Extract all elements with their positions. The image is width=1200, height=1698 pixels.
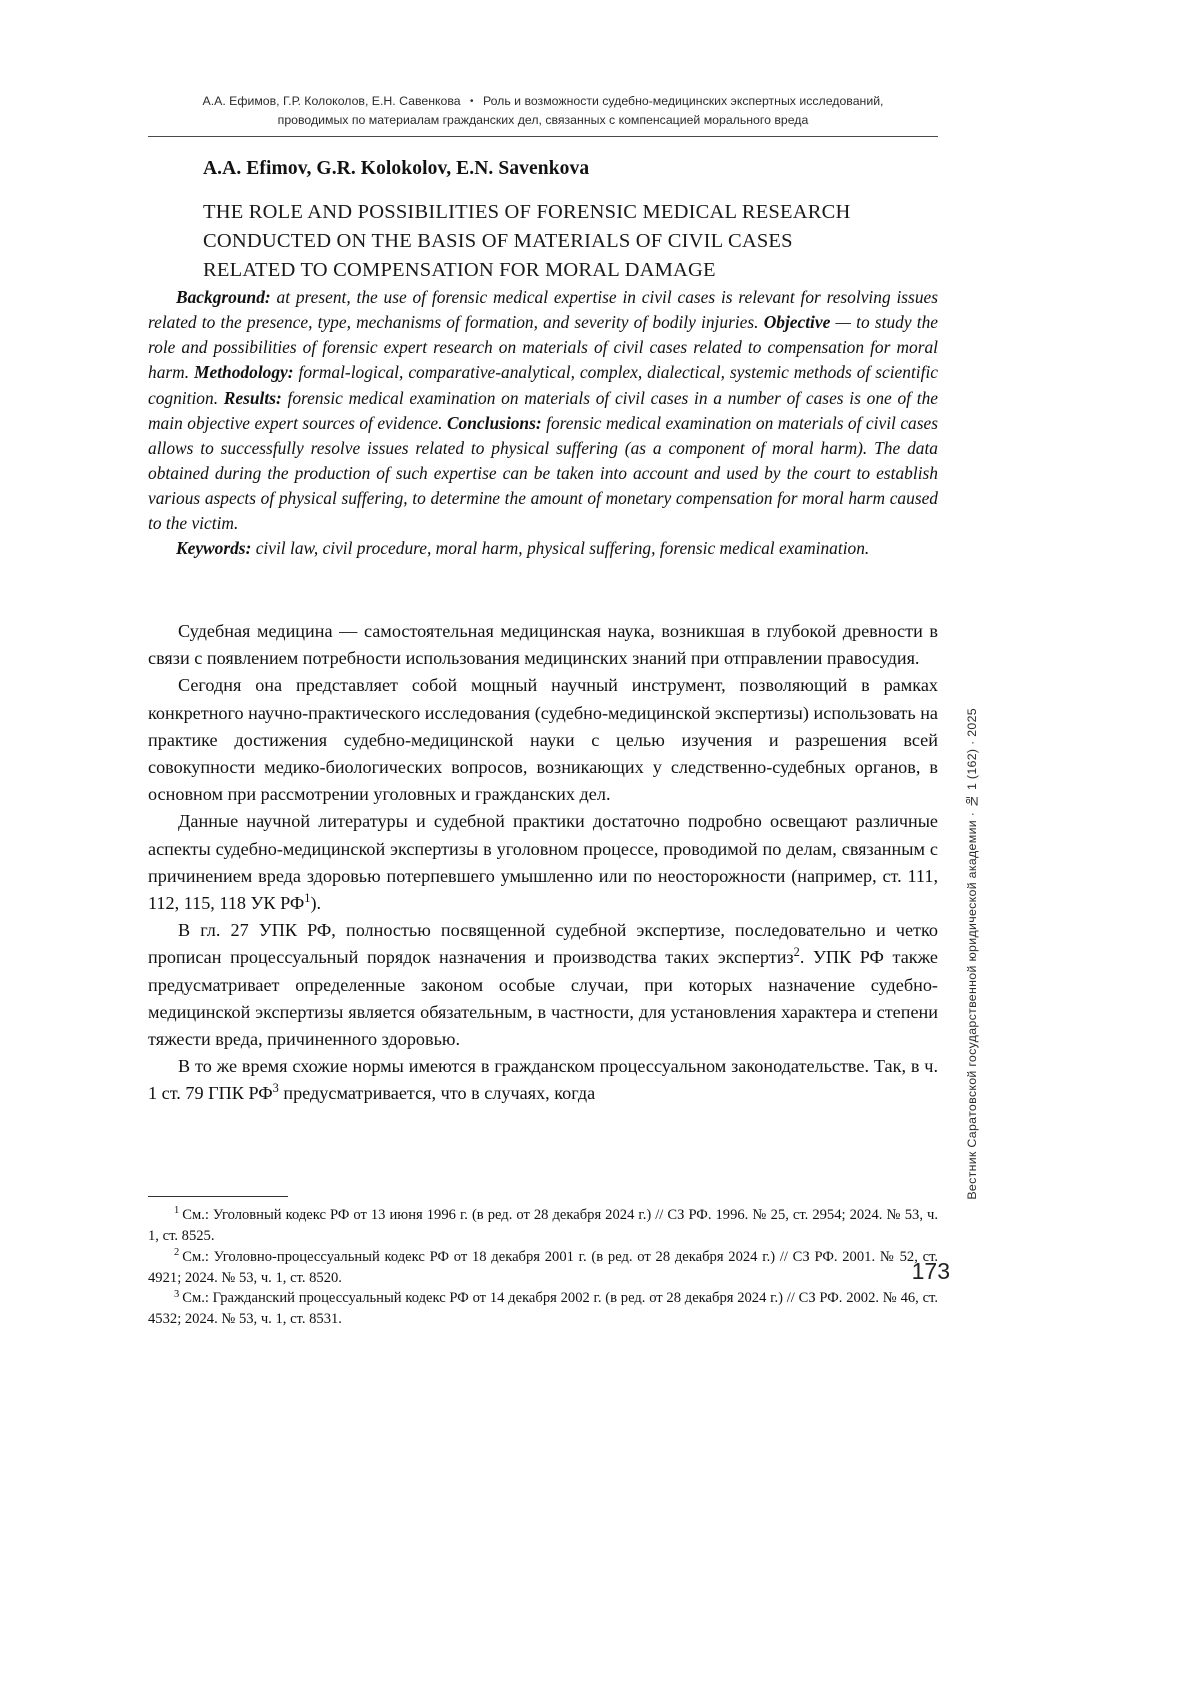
body-paragraph-3-b: ). xyxy=(310,893,322,914)
footnotes xyxy=(148,1205,938,1330)
body-paragraph-5 xyxy=(148,1053,938,1107)
abstract-keywords xyxy=(148,536,938,561)
abstract-results-text: forensic medical examination on materials of civil cases in a number of cases is one of the main objective expert sources of evidence. xyxy=(148,387,938,433)
abstract xyxy=(148,285,938,562)
abstract-conclusions-text: forensic medical examination on materials of civil cases allows to successfully resolve issues related to physical suffering (as a component of moral harm). The data obtained during the production of such expertise can be taken into account and used by the court to establish various aspects of physical suffering, to determine the amount of monetary compensation for moral harm caused to the victim. xyxy=(148,412,938,534)
footnote-1 xyxy=(148,1205,938,1247)
body-paragraph-1: Судебная медицина — самостоятельная медицинская наука, возникшая в глубокой древности в связи с появлением потребности использования медицинских знаний при отправлении правосудия. xyxy=(148,621,938,669)
footnote-2-text: См.: Уголовно-процессуальный кодекс РФ от 18 декабря 2001 г. (в ред. от 28 декабря 2024 г.) // СЗ РФ. 2001. № 52, ст. 4921; 2024. № 53, ч. 1, ст. 8520. xyxy=(148,1248,938,1286)
body-paragraph-5-b: предусматривается, что в случаях, когда xyxy=(278,1083,596,1104)
article-authors: A.A. Efimov, G.R. Kolokolov, E.N. Savenkova xyxy=(203,158,590,179)
keywords-label: Keywords: xyxy=(176,538,252,559)
body-paragraph-4-a: В гл. 27 УПК РФ, полностью посвященной судебной экспертизе, последовательно и четко прописан процессуальный порядок назначения и производства таких экспертиз xyxy=(148,920,938,968)
article-title-line3: RELATED TO COMPENSATION FOR MORAL DAMAGE xyxy=(203,259,716,282)
running-head xyxy=(148,92,938,130)
abstract-paragraph xyxy=(148,285,938,536)
keywords-text: civil law, civil procedure, moral harm, physical suffering, forensic medical examination. xyxy=(251,538,870,559)
running-head-title-line1: Роль и возможности судебно-медицинских экспертных исследований, xyxy=(482,94,884,108)
running-head-divider xyxy=(148,136,938,137)
footnote-1-text: См.: Уголовный кодекс РФ от 13 июня 1996 г. (в ред. от 28 декабря 2024 г.) // СЗ РФ. 1996. № 25, ст. 2954; 2024. № 53, ч. 1, ст. 8525. xyxy=(148,1207,938,1244)
article-body xyxy=(148,618,938,1108)
body-paragraph-2: Сегодня она представляет собой мощный научный инструмент, позволяющий в рамках конкретного научно-практического исследования (судебно-медицинской экспертизы) использовать на практике достижения судебно-медицинской науки с целью изучения и разрешения всей совокупности медико-биологических вопросов, возникающих у следственно-судебных органов, в основном при рассмотрении уголовных и гражданских дел. xyxy=(148,675,938,805)
running-head-separator: • xyxy=(470,96,474,107)
journal-side-text: Вестник Саратовской государственной юридической академии · № 1 (162) · 2025 xyxy=(965,708,979,1200)
footnote-3 xyxy=(148,1288,938,1330)
abstract-results-label: Results: xyxy=(223,387,282,408)
body-paragraph-4 xyxy=(148,917,938,1053)
body-paragraph-3 xyxy=(148,808,938,917)
article-title-line1: THE ROLE AND POSSIBILITIES OF FORENSIC MEDICAL RESEARCH xyxy=(203,201,851,223)
abstract-methodology-label: Methodology: xyxy=(194,362,294,383)
running-head-authors: А.А. Ефимов, Г.Р. Колоколов, Е.Н. Савенкова xyxy=(202,94,461,108)
body-paragraph-4-b: . УПК РФ также предусматривает определенные законом особые случаи, при которых назначение судебно-медицинской экспертизы является обязательным, в частности, для установления характера и степени тяжести вреда, причиненного здоровью. xyxy=(148,947,939,1050)
article-title-line2: CONDUCTED ON THE BASIS OF MATERIALS OF CIVIL CASES xyxy=(203,230,793,253)
journal-side-text-wrapper xyxy=(965,708,983,1200)
page-number: 173 xyxy=(911,1258,950,1284)
footnote-2 xyxy=(148,1247,938,1289)
abstract-background-text: at present, the use of forensic medical expertise in civil cases is relevant for resolving issues related to the presence, type, mechanisms of formation, and severity of bodily injuries. xyxy=(148,287,938,333)
footnote-2-number: 2 xyxy=(174,1246,180,1258)
footnote-divider xyxy=(148,1196,288,1197)
abstract-conclusions-label: Conclusions: xyxy=(446,412,542,433)
abstract-objective-text: — to study the role and possibilities of forensic expert research on materials of civil cases related to compensation for moral harm. xyxy=(148,312,938,383)
abstract-background-label: Background: xyxy=(176,287,271,307)
body-paragraph-3-a: Данные научной литературы и судебной практики достаточно подробно освещают различные аспекты судебно-медицинской экспертизы в уголовном процессе, проводимой по делам, связанным с причинением вреда здоровью потерпевшего умышленно или по неосторожности (например, ст. 111, 112, 115, 118 УК РФ xyxy=(148,811,938,914)
running-head-title-line2: проводимых по материалам гражданских дел, связанных с компенсацией морального вреда xyxy=(277,113,809,128)
abstract-methodology-text: formal-logical, comparative-analytical, complex, dialectical, systemic methods of scientific cognition. xyxy=(148,362,938,408)
footnote-1-number: 1 xyxy=(174,1205,180,1217)
article-title xyxy=(203,198,963,285)
footnote-ref-1[interactable]: 1 xyxy=(304,890,311,905)
body-paragraph-5-a: В то же время схожие нормы имеются в гражданском процессуальном законодательстве. Так, в ч. 1 ст. 79 ГПК РФ xyxy=(148,1056,938,1104)
abstract-objective-label: Objective xyxy=(763,312,831,333)
footnote-3-number: 3 xyxy=(174,1288,180,1300)
footnote-3-text: См.: Гражданский процессуальный кодекс РФ от 14 декабря 2002 г. (в ред. от 28 декабря 2024 г.) // СЗ РФ. 2002. № 46, ст. 4532; 2024. № 53, ч. 1, ст. 8531. xyxy=(148,1290,938,1328)
footnote-ref-2[interactable]: 2 xyxy=(793,945,800,960)
footnote-ref-3[interactable]: 3 xyxy=(272,1081,279,1096)
